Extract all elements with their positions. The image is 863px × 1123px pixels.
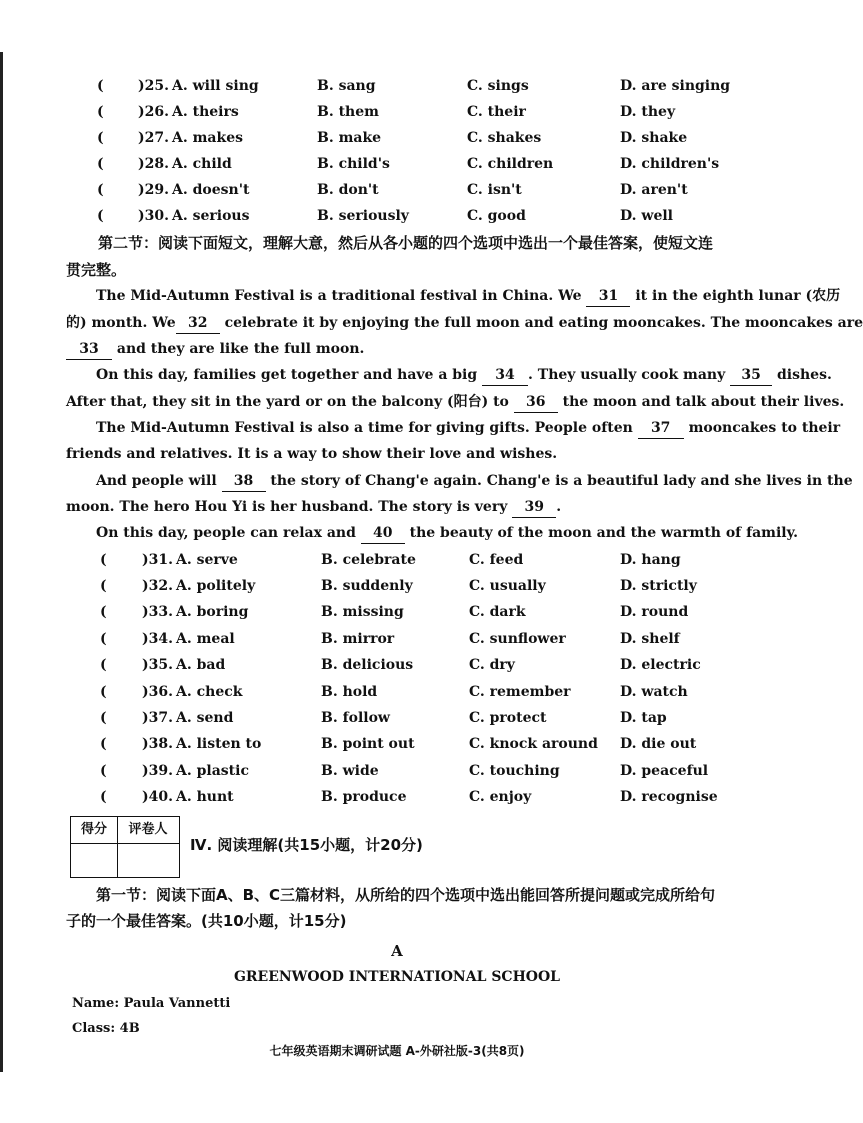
question-number: )29. — [138, 182, 169, 198]
option-d: D. aren't — [620, 182, 688, 198]
option-d: D. round — [620, 604, 689, 620]
option-b: B. point out — [321, 736, 415, 752]
option-a: A. hunt — [176, 789, 234, 805]
option-c: C. feed — [469, 552, 524, 568]
question-row — [0, 706, 794, 730]
option-a: A. bad — [176, 657, 226, 673]
option-a: A. child — [172, 156, 232, 172]
passage-line: 33 and they are like the full moon. — [66, 336, 364, 362]
section2-instruction-line2: 贯完整。 — [66, 261, 127, 279]
grader-field[interactable] — [118, 844, 179, 877]
answer-paren[interactable]: ( — [100, 710, 107, 726]
option-b: B. mirror — [321, 631, 395, 647]
option-b: B. delicious — [321, 657, 414, 673]
answer-paren[interactable]: ( — [100, 657, 107, 673]
answer-paren[interactable]: ( — [100, 736, 107, 752]
question-row — [0, 627, 794, 651]
question-number: )33. — [142, 604, 173, 620]
blank-37[interactable]: 37 — [638, 418, 684, 439]
answer-paren[interactable]: ( — [97, 78, 104, 94]
question-row — [0, 100, 794, 124]
option-a: A. doesn't — [172, 182, 250, 198]
question-number: )25. — [138, 78, 169, 94]
answer-paren[interactable]: ( — [100, 552, 107, 568]
school-name: GREENWOOD INTERNATIONAL SCHOOL — [233, 969, 561, 985]
answer-paren[interactable]: ( — [97, 130, 104, 146]
option-b: B. follow — [321, 710, 390, 726]
question-row — [0, 204, 794, 228]
blank-36[interactable]: 36 — [514, 392, 558, 413]
option-d: D. are singing — [620, 78, 731, 94]
option-a: A. send — [176, 710, 234, 726]
question-row — [0, 152, 794, 176]
option-a: A. plastic — [176, 763, 249, 779]
option-d: D. electric — [620, 657, 701, 673]
question-number: )36. — [142, 684, 173, 700]
option-a: A. politely — [176, 578, 256, 594]
question-row — [0, 785, 794, 809]
answer-paren[interactable]: ( — [97, 104, 104, 120]
question-row — [0, 653, 794, 677]
option-c: C. touching — [469, 763, 560, 779]
blank-35[interactable]: 35 — [730, 365, 772, 386]
question-number: )35. — [142, 657, 173, 673]
option-a: A. theirs — [172, 104, 239, 120]
option-d: D. hang — [620, 552, 681, 568]
section4-title: Ⅳ. 阅读理解(共15小题，计20分) — [190, 836, 423, 854]
grader-header: 评卷人 — [117, 817, 179, 844]
score-field[interactable] — [71, 844, 117, 877]
question-number: )37. — [142, 710, 173, 726]
section2-instruction-line1: 第二节：阅读下面短文，理解大意，然后从各小题的四个选项中选出一个最佳答案，使短文连 — [98, 234, 714, 252]
option-d: D. recognise — [620, 789, 718, 805]
option-b: B. produce — [321, 789, 407, 805]
answer-paren[interactable]: ( — [100, 578, 107, 594]
blank-31[interactable]: 31 — [586, 286, 630, 307]
passage-line: friends and relatives. It is a way to show their love and wishes. — [66, 446, 558, 462]
passage-line: On this day, people can relax and 40 the beauty of the moon and the warmth of family. — [96, 520, 798, 546]
passage-line: 的) month. We 32 celebrate it by enjoying the full moon and eating mooncakes. The mooncakes are — [66, 310, 863, 336]
score-header: 得分 — [71, 817, 117, 844]
option-b: B. wide — [321, 763, 379, 779]
question-number: )32. — [142, 578, 173, 594]
option-b: B. celebrate — [321, 552, 416, 568]
option-b: B. hold — [321, 684, 378, 700]
blank-32[interactable]: 32 — [176, 313, 220, 334]
option-d: D. shelf — [620, 631, 680, 647]
option-c: C. shakes — [467, 130, 542, 146]
answer-paren[interactable]: ( — [97, 156, 104, 172]
passage-line: And people will 38 the story of Chang'e again. Chang'e is a beautiful lady and she lives in the — [96, 468, 853, 494]
option-c: C. their — [467, 104, 526, 120]
material-letter: A — [391, 942, 403, 960]
option-a: A. listen to — [176, 736, 262, 752]
option-a: A. serious — [172, 208, 250, 224]
option-b: B. seriously — [317, 208, 409, 224]
student-name: Name: Paula Vannetti — [72, 996, 231, 1011]
passage-line: The Mid-Autumn Festival is a traditional festival in China. We 31 it in the eighth lunar (农历 — [96, 283, 840, 309]
option-d: D. die out — [620, 736, 697, 752]
option-c: C. sunflower — [469, 631, 566, 647]
option-d: D. shake — [620, 130, 688, 146]
option-d: D. strictly — [620, 578, 697, 594]
option-a: A. makes — [172, 130, 243, 146]
answer-paren[interactable]: ( — [97, 208, 104, 224]
question-row — [0, 74, 794, 98]
answer-paren[interactable]: ( — [100, 789, 107, 805]
question-row — [0, 178, 794, 202]
option-c: C. sings — [467, 78, 529, 94]
question-row — [0, 548, 794, 572]
blank-33[interactable]: 33 — [66, 339, 112, 360]
option-b: B. child's — [317, 156, 390, 172]
option-d: D. well — [620, 208, 673, 224]
option-c: C. children — [467, 156, 554, 172]
section4-instruction-line2: 子的一个最佳答案。(共10小题，计15分) — [66, 912, 347, 930]
student-class: Class: 4B — [72, 1021, 140, 1036]
answer-paren[interactable]: ( — [100, 604, 107, 620]
page-footer: 七年级英语期末调研试题 A-外研社版-3(共8页) — [269, 1044, 525, 1058]
option-c: C. protect — [469, 710, 547, 726]
question-row — [0, 600, 794, 624]
question-number: )27. — [138, 130, 169, 146]
question-number: )28. — [138, 156, 169, 172]
passage-line: After that, they sit in the yard or on the balcony (阳台) to 36 the moon and talk about their lives. — [66, 389, 844, 415]
question-number: )26. — [138, 104, 169, 120]
passage-line: On this day, families get together and have a big 34 . They usually cook many 35 dishes. — [96, 362, 832, 388]
blank-34[interactable]: 34 — [482, 365, 528, 386]
option-d: D. children's — [620, 156, 720, 172]
answer-paren[interactable]: ( — [100, 684, 107, 700]
question-row — [0, 126, 794, 150]
option-d: D. peaceful — [620, 763, 709, 779]
question-row — [0, 574, 794, 598]
option-b: B. don't — [317, 182, 379, 198]
option-c: C. usually — [469, 578, 546, 594]
option-c: C. enjoy — [469, 789, 532, 805]
passage-line: The Mid-Autumn Festival is also a time for giving gifts. People often 37 mooncakes to their — [96, 415, 840, 441]
option-c: C. knock around — [469, 736, 598, 752]
question-number: )40. — [142, 789, 173, 805]
question-number: )34. — [142, 631, 173, 647]
question-row — [0, 680, 794, 704]
option-a: A. boring — [176, 604, 249, 620]
option-b: B. suddenly — [321, 578, 413, 594]
option-c: C. remember — [469, 684, 571, 700]
blank-40[interactable]: 40 — [361, 523, 405, 544]
option-a: A. serve — [176, 552, 238, 568]
option-c: C. isn't — [467, 182, 522, 198]
answer-paren[interactable]: ( — [97, 182, 104, 198]
answer-paren[interactable]: ( — [100, 631, 107, 647]
option-c: C. dark — [469, 604, 526, 620]
question-number: )30. — [138, 208, 169, 224]
option-c: C. good — [467, 208, 526, 224]
option-a: A. meal — [176, 631, 235, 647]
blank-38[interactable]: 38 — [222, 471, 266, 492]
option-b: B. sang — [317, 78, 376, 94]
section4-instruction-line1: 第一节：阅读下面A、B、C三篇材料，从所给的四个选项中选出能回答所提问题或完成所给句 — [96, 886, 716, 904]
question-row — [0, 759, 794, 783]
option-d: D. watch — [620, 684, 688, 700]
answer-paren[interactable]: ( — [100, 763, 107, 779]
option-a: A. check — [176, 684, 243, 700]
question-number: )38. — [142, 736, 173, 752]
option-b: B. missing — [321, 604, 404, 620]
option-b: B. them — [317, 104, 379, 120]
option-c: C. dry — [469, 657, 515, 673]
question-row — [0, 732, 794, 756]
question-number: )31. — [142, 552, 173, 568]
question-number: )39. — [142, 763, 173, 779]
blank-39[interactable]: 39 — [512, 497, 556, 518]
option-d: D. they — [620, 104, 676, 120]
option-d: D. tap — [620, 710, 667, 726]
score-table — [70, 816, 180, 878]
passage-line: moon. The hero Hou Yi is her husband. The story is very 39 . — [66, 494, 561, 520]
option-b: B. make — [317, 130, 382, 146]
option-a: A. will sing — [172, 78, 259, 94]
